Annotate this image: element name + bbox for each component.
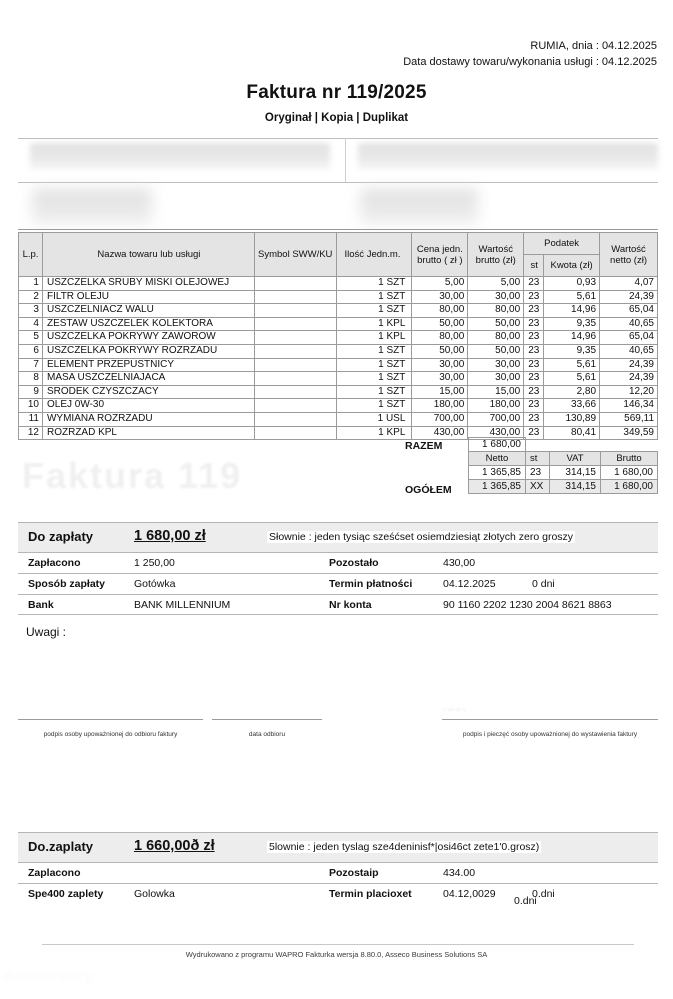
cell-qty: 1 KPL bbox=[336, 426, 412, 440]
cell-symbol bbox=[254, 331, 336, 345]
cell-value-gross: 50,00 bbox=[468, 344, 524, 358]
cell-tax-rate: 23 bbox=[524, 358, 544, 372]
table-row bbox=[19, 290, 658, 304]
cell-lp: 3 bbox=[19, 304, 43, 318]
col-lp: L.p. bbox=[19, 233, 43, 277]
remaining-value: 430,00 bbox=[443, 557, 476, 569]
rate-vat: 314,15 bbox=[550, 466, 601, 480]
divider-bottom bbox=[18, 229, 658, 230]
razem-spacer-3 bbox=[600, 438, 657, 452]
cell-lp: 8 bbox=[19, 372, 43, 386]
col-value-net: Wartość netto (zł) bbox=[600, 233, 658, 277]
place-and-date: RUMIA, dnia : 04.12.2025 bbox=[530, 40, 657, 52]
cell-qty: 1 SZT bbox=[336, 372, 412, 386]
buyer-address-redacted bbox=[360, 188, 478, 226]
duplicate-payment-section bbox=[18, 832, 658, 904]
rate-brutto: 1 680,00 bbox=[600, 466, 657, 480]
cell-tax-amount: 5,61 bbox=[544, 290, 600, 304]
duplicate-amount-due-value: 1 660,00ð zł bbox=[134, 838, 215, 854]
header-dates bbox=[403, 38, 657, 70]
cell-value-net: 4,07 bbox=[600, 277, 658, 291]
cell-name: OLEJ 0W-30 bbox=[42, 399, 254, 413]
remaining-label: Pozostało bbox=[329, 557, 379, 569]
duplicate-row-method bbox=[18, 883, 658, 904]
duplicate-paid-label: Zaplacono bbox=[28, 867, 81, 879]
duplicate-due-date-label: Termin placioxet bbox=[329, 888, 412, 900]
razem-label: RAZEM bbox=[405, 440, 443, 452]
ogolem-netto: 1 365,85 bbox=[469, 480, 526, 494]
signature-caption-receiver: podpis osoby upoważnionej do odbioru faktury bbox=[43, 731, 178, 738]
cell-value-gross: 30,00 bbox=[468, 372, 524, 386]
bank-label: Bank bbox=[28, 599, 54, 611]
cell-tax-amount: 0,93 bbox=[544, 277, 600, 291]
cell-name: ROZRZAD KPL bbox=[42, 426, 254, 440]
footer-divider bbox=[42, 944, 634, 945]
totals-ogolem-row bbox=[469, 480, 658, 494]
cell-value-gross: 5,00 bbox=[468, 277, 524, 291]
razem-spacer-1 bbox=[525, 438, 549, 452]
table-row bbox=[19, 277, 658, 291]
due-days-value: 0 dni bbox=[532, 578, 555, 590]
duplicate-amount-due-bar bbox=[18, 832, 658, 862]
footer-text: Wydrukowano z programu WAPRO Fakturka wersja 8.80.0, Asseco Business Solutions SA bbox=[185, 950, 488, 959]
cell-name: USZCZELKA POKRYWY ROZRZADU bbox=[42, 344, 254, 358]
account-label: Nr konta bbox=[329, 599, 372, 611]
cell-unit-price: 30,00 bbox=[412, 290, 468, 304]
cell-tax-amount: 33,66 bbox=[544, 399, 600, 413]
cell-lp: 12 bbox=[19, 426, 43, 440]
totals-watermark: Faktura 119 bbox=[22, 455, 243, 496]
payment-row-bank bbox=[18, 594, 658, 615]
cell-tax-rate: 23 bbox=[524, 290, 544, 304]
cell-qty: 1 SZT bbox=[336, 399, 412, 413]
cell-lp: 10 bbox=[19, 399, 43, 413]
cell-tax-rate: 23 bbox=[524, 344, 544, 358]
amount-due-bar bbox=[18, 522, 658, 552]
ogolem-brutto: 1 680,00 bbox=[600, 480, 657, 494]
cell-qty: 1 SZT bbox=[336, 385, 412, 399]
duplicate-amount-due-label: Do.zaplaty bbox=[28, 839, 94, 854]
signature-line-receiver bbox=[18, 719, 203, 720]
signature-line-issuer bbox=[442, 719, 658, 720]
cell-name: ELEMENT PRZEPUSTNICY bbox=[42, 358, 254, 372]
table-row bbox=[19, 344, 658, 358]
table-row bbox=[19, 317, 658, 331]
cell-value-net: 12,20 bbox=[600, 385, 658, 399]
totals-col-st: st bbox=[525, 452, 549, 466]
paid-label: Zapłacono bbox=[28, 557, 81, 569]
bank-value: BANK MILLENNIUM bbox=[134, 599, 231, 611]
cell-value-net: 65,04 bbox=[600, 304, 658, 318]
cell-qty: 1 KPL bbox=[336, 317, 412, 331]
due-date-value: 04.12.2025 bbox=[443, 578, 496, 590]
parties-section bbox=[18, 138, 658, 230]
razem-spacer-2 bbox=[550, 438, 601, 452]
cell-tax-rate: 23 bbox=[524, 331, 544, 345]
cell-symbol bbox=[254, 426, 336, 440]
cell-lp: 1 bbox=[19, 277, 43, 291]
buyer-name-redacted bbox=[358, 143, 658, 169]
cell-tax-rate: 23 bbox=[524, 277, 544, 291]
cell-unit-price: 5,00 bbox=[412, 277, 468, 291]
cell-unit-price: 430,00 bbox=[412, 426, 468, 440]
cell-tax-amount: 5,61 bbox=[544, 358, 600, 372]
divider-middle bbox=[18, 182, 658, 183]
items-table-head bbox=[19, 233, 658, 277]
cell-symbol bbox=[254, 317, 336, 331]
cell-lp: 2 bbox=[19, 290, 43, 304]
payment-row-method bbox=[18, 573, 658, 594]
totals-col-vat: VAT bbox=[550, 452, 601, 466]
table-row bbox=[19, 304, 658, 318]
cell-value-net: 569,11 bbox=[600, 412, 658, 426]
cell-value-gross: 700,00 bbox=[468, 412, 524, 426]
cell-name: USZCZELNIACZ WALU bbox=[42, 304, 254, 318]
cell-tax-amount: 80,41 bbox=[544, 426, 600, 440]
page-title: Faktura nr 119/2025 bbox=[246, 82, 427, 103]
cell-qty: 1 USL bbox=[336, 412, 412, 426]
due-date-label: Termin płatności bbox=[329, 578, 413, 590]
cell-tax-rate: 23 bbox=[524, 385, 544, 399]
duplicate-remaining-label: Pozostaip bbox=[329, 867, 379, 879]
totals-col-brutto: Brutto bbox=[600, 452, 657, 466]
cell-unit-price: 80,00 bbox=[412, 304, 468, 318]
table-row bbox=[19, 358, 658, 372]
cell-lp: 7 bbox=[19, 358, 43, 372]
table-row bbox=[19, 372, 658, 386]
razem-value: 1 680,00 bbox=[469, 438, 526, 452]
cell-name: WYMIANA ROZRZADU bbox=[42, 412, 254, 426]
duplicate-method-value: Golowka bbox=[134, 888, 175, 900]
totals-col-netto: Netto bbox=[469, 452, 526, 466]
col-tax-rate: st bbox=[524, 255, 544, 277]
cell-name: FILTR OLEJU bbox=[42, 290, 254, 304]
method-value: Gotówka bbox=[134, 578, 176, 590]
cell-tax-rate: 23 bbox=[524, 372, 544, 386]
cell-lp: 11 bbox=[19, 412, 43, 426]
cell-tax-rate: 23 bbox=[524, 399, 544, 413]
corner-watermark: dokumenty bbox=[4, 968, 94, 985]
col-symbol: Symbol SWW/KU bbox=[254, 233, 336, 277]
cell-unit-price: 700,00 bbox=[412, 412, 468, 426]
cell-tax-amount: 14,96 bbox=[544, 331, 600, 345]
table-row bbox=[19, 412, 658, 426]
cell-name: ZESTAW USZCZELEK KOLEKTORA bbox=[42, 317, 254, 331]
payment-row-paid bbox=[18, 552, 658, 573]
rate-netto: 1 365,85 bbox=[469, 466, 526, 480]
col-value-gross: Wartość brutto (zł) bbox=[468, 233, 524, 277]
table-row bbox=[19, 331, 658, 345]
razem-row bbox=[469, 438, 658, 452]
cell-unit-price: 50,00 bbox=[412, 317, 468, 331]
cell-qty: 1 SZT bbox=[336, 358, 412, 372]
cell-lp: 6 bbox=[19, 344, 43, 358]
col-name: Nazwa towaru lub usługi bbox=[42, 233, 254, 277]
signature-caption-date: data odbioru bbox=[248, 731, 286, 738]
cell-qty: 1 SZT bbox=[336, 290, 412, 304]
payment-section bbox=[18, 522, 658, 615]
col-unit-price: Cena jedn. brutto ( zł ) bbox=[412, 233, 468, 277]
cell-symbol bbox=[254, 344, 336, 358]
cell-tax-amount: 5,61 bbox=[544, 372, 600, 386]
cell-tax-amount: 9,35 bbox=[544, 317, 600, 331]
totals-table bbox=[468, 437, 658, 494]
totals-rate-row bbox=[469, 466, 658, 480]
cell-symbol bbox=[254, 304, 336, 318]
table-row bbox=[19, 399, 658, 413]
delivery-date: Data dostawy towaru/wykonania usługi : 04.12.2025 bbox=[403, 56, 657, 68]
issuer-stamp-faint: · ·· ·· · bbox=[443, 705, 466, 714]
duplicate-amount-in-words: 5lownie : jeden tyslag sze4deninisf*|osi46ct zete1'0.grosz) bbox=[269, 841, 540, 853]
cell-symbol bbox=[254, 277, 336, 291]
cell-name: USZCZELKA SRUBY MISKI OLEJOWEJ bbox=[42, 277, 254, 291]
party-column-divider bbox=[345, 138, 346, 182]
items-table bbox=[18, 232, 658, 440]
cell-value-gross: 30,00 bbox=[468, 358, 524, 372]
duplicate-method-label: Spe400 zaplety bbox=[28, 888, 104, 900]
cell-value-net: 24,39 bbox=[600, 358, 658, 372]
cell-lp: 5 bbox=[19, 331, 43, 345]
cell-value-gross: 80,00 bbox=[468, 331, 524, 345]
paid-value: 1 250,00 bbox=[134, 557, 175, 569]
amount-in-words: Słownie : jeden tysiąc sześćset osiemdziesiąt złotych zero groszy bbox=[269, 531, 574, 543]
cell-symbol bbox=[254, 412, 336, 426]
cell-tax-rate: 23 bbox=[524, 304, 544, 318]
cell-value-net: 24,39 bbox=[600, 372, 658, 386]
ogolem-st: XX bbox=[525, 480, 549, 494]
items-header-row-1 bbox=[19, 233, 658, 255]
cell-tax-amount: 130,89 bbox=[544, 412, 600, 426]
cell-symbol bbox=[254, 372, 336, 386]
cell-value-net: 349,59 bbox=[600, 426, 658, 440]
cell-symbol bbox=[254, 399, 336, 413]
items-table-body bbox=[19, 277, 658, 440]
cell-qty: 1 SZT bbox=[336, 304, 412, 318]
ogolem-label: OGÓŁEM bbox=[405, 484, 452, 496]
cell-symbol bbox=[254, 385, 336, 399]
cell-tax-amount: 14,96 bbox=[544, 304, 600, 318]
cell-value-net: 40,65 bbox=[600, 344, 658, 358]
cell-tax-amount: 9,35 bbox=[544, 344, 600, 358]
cell-qty: 1 SZT bbox=[336, 277, 412, 291]
cell-value-gross: 30,00 bbox=[468, 290, 524, 304]
cell-qty: 1 SZT bbox=[336, 344, 412, 358]
duplicate-due-days-value: 0.dni bbox=[532, 888, 555, 900]
cell-tax-rate: 23 bbox=[524, 412, 544, 426]
table-row bbox=[19, 385, 658, 399]
signature-line-date bbox=[212, 719, 322, 720]
rate-st: 23 bbox=[525, 466, 549, 480]
cell-qty: 1 KPL bbox=[336, 331, 412, 345]
cell-tax-rate: 23 bbox=[524, 317, 544, 331]
cell-symbol bbox=[254, 358, 336, 372]
seller-address-redacted bbox=[32, 188, 152, 226]
cell-tax-amount: 2,80 bbox=[544, 385, 600, 399]
cell-symbol bbox=[254, 290, 336, 304]
cell-value-gross: 430,00 bbox=[468, 426, 524, 440]
cell-value-gross: 80,00 bbox=[468, 304, 524, 318]
cell-value-gross: 50,00 bbox=[468, 317, 524, 331]
cell-unit-price: 30,00 bbox=[412, 358, 468, 372]
cell-unit-price: 15,00 bbox=[412, 385, 468, 399]
ogolem-vat: 314,15 bbox=[550, 480, 601, 494]
cell-unit-price: 30,00 bbox=[412, 372, 468, 386]
col-tax-group: Podatek bbox=[524, 233, 600, 255]
cell-value-net: 146,34 bbox=[600, 399, 658, 413]
seller-name-redacted bbox=[30, 143, 330, 169]
amount-due-value: 1 680,00 zł bbox=[134, 528, 206, 544]
signature-caption-issuer: podpis i pieczęć osoby upoważnionej do wystawienia faktury bbox=[462, 731, 638, 738]
method-label: Sposób zapłaty bbox=[28, 578, 106, 590]
cell-name: USZCZELKA POKRYWY ZAWOROW bbox=[42, 331, 254, 345]
cell-value-net: 65,04 bbox=[600, 331, 658, 345]
cell-unit-price: 50,00 bbox=[412, 344, 468, 358]
cell-value-net: 40,65 bbox=[600, 317, 658, 331]
account-number-value: 90 1160 2202 1230 2004 8621 8863 bbox=[443, 599, 612, 610]
cell-unit-price: 80,00 bbox=[412, 331, 468, 345]
duplicate-extra-days: 0.dni bbox=[514, 895, 537, 907]
cell-lp: 9 bbox=[19, 385, 43, 399]
cell-name: MASA USZCZELNIAJACA bbox=[42, 372, 254, 386]
amount-due-label: Do zapłaty bbox=[28, 529, 94, 544]
divider-top bbox=[18, 138, 658, 139]
totals-header-row bbox=[469, 452, 658, 466]
cell-value-gross: 15,00 bbox=[468, 385, 524, 399]
cell-lp: 4 bbox=[19, 317, 43, 331]
cell-name: SRODEK CZYSZCZACY bbox=[42, 385, 254, 399]
col-qty: Ilość Jedn.m. bbox=[336, 233, 412, 277]
document-copy-type: Oryginał | Kopia | Duplikat bbox=[264, 112, 409, 124]
notes-label: Uwagi : bbox=[26, 625, 67, 639]
duplicate-due-date-value: 04.12,0029 bbox=[443, 888, 496, 900]
col-tax-amount: Kwota (zł) bbox=[544, 255, 600, 277]
duplicate-row-paid bbox=[18, 862, 658, 883]
duplicate-remaining-value: 434.00 bbox=[443, 867, 476, 879]
cell-value-net: 24,39 bbox=[600, 290, 658, 304]
cell-tax-rate: 23 bbox=[524, 426, 544, 440]
cell-value-gross: 180,00 bbox=[468, 399, 524, 413]
cell-unit-price: 180,00 bbox=[412, 399, 468, 413]
